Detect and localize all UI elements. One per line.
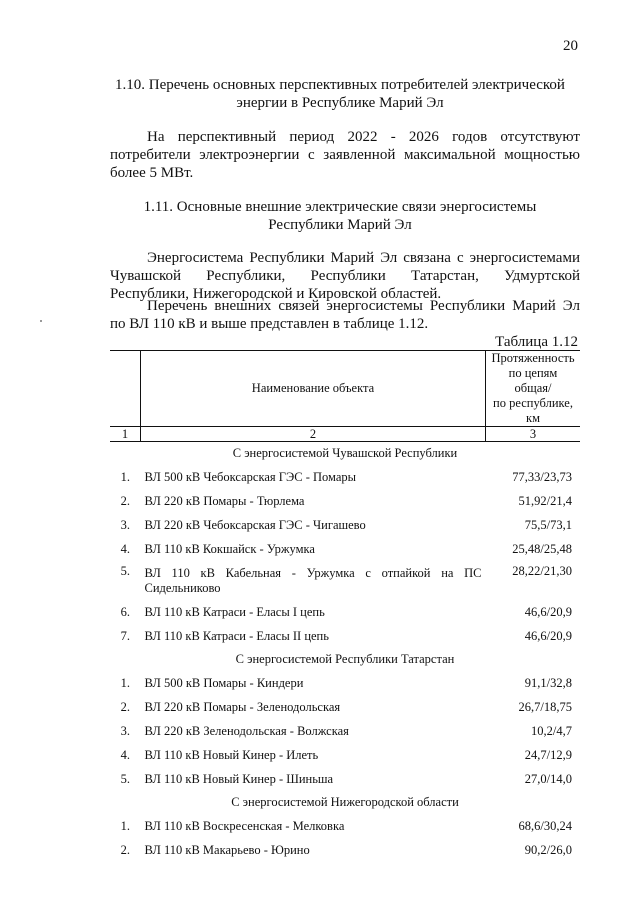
paragraph-line: по ВЛ 110 кВ и выше представлен в таблице 1.12. xyxy=(110,316,429,332)
section-row xyxy=(110,442,580,466)
row-length: 28,22/21,30 xyxy=(512,564,572,578)
row-name: ВЛ 110 кВ Новый Кинер - Илеть xyxy=(144,747,319,762)
row-length: 77,33/23,73 xyxy=(512,469,572,484)
table-row xyxy=(110,465,580,489)
table-row xyxy=(110,537,580,561)
row-name: ВЛ 500 кВ Помары - Киндери xyxy=(144,675,304,690)
row-number: 4. xyxy=(120,747,130,762)
table-row xyxy=(110,695,580,719)
row-length: 25,48/25,48 xyxy=(512,541,572,556)
row-name: ВЛ 110 кВ Катраси - Еласы I цепь xyxy=(144,604,325,619)
table-row xyxy=(110,671,580,695)
row-length: 26,7/18,75 xyxy=(518,699,572,714)
header-cell-length xyxy=(486,351,581,427)
table-row xyxy=(110,814,580,838)
table-row xyxy=(110,743,580,767)
row-length: 68,6/30,24 xyxy=(518,818,572,833)
paragraph-line: Перечень внешних связей энергосистемы Республики Марий Эл xyxy=(147,298,580,314)
row-length: 46,6/20,9 xyxy=(524,628,572,643)
header-cell-number xyxy=(110,351,141,427)
row-number: 2. xyxy=(120,493,130,508)
table-row xyxy=(110,513,580,537)
row-length: 75,5/73,1 xyxy=(524,517,572,532)
paragraph-line: Энергосистема Республики Марий Эл связана с энергосистемами xyxy=(147,250,580,266)
row-name: ВЛ 220 кВ Помары - Зеленодольская xyxy=(144,699,341,714)
table-row xyxy=(110,719,580,743)
header-cell-name: Наименование объекта xyxy=(141,351,486,427)
column-number-row xyxy=(110,427,580,442)
paragraph-line: Чувашской Республики, Республики Татарстан, Удмуртской xyxy=(110,268,580,284)
section-row xyxy=(110,648,580,671)
header-line: по республике, xyxy=(493,396,573,410)
row-name: ВЛ 110 кВ Новый Кинер - Шиньша xyxy=(144,771,334,786)
row-number: 1. xyxy=(120,818,130,833)
row-name: ВЛ 220 кВ Зеленодольская - Волжская xyxy=(144,723,349,738)
section-title: С энергосистемой Чувашской Республики xyxy=(232,446,458,460)
header-line: общая/ xyxy=(514,381,552,395)
table-caption: Таблица 1.12 xyxy=(495,334,578,350)
paragraph-line: более 5 МВт. xyxy=(110,165,194,181)
heading-line: энергии в Республике Марий Эл xyxy=(236,95,444,111)
header-line: по цепям xyxy=(508,366,558,380)
row-number: 5. xyxy=(120,771,130,786)
row-length: 46,6/20,9 xyxy=(524,604,572,619)
row-number: 3. xyxy=(120,517,130,532)
column-number: 3 xyxy=(486,427,581,442)
row-length: 27,0/14,0 xyxy=(524,771,572,786)
table-header-row xyxy=(110,351,580,427)
section-1-11-paragraph-1 xyxy=(110,249,580,303)
row-number: 3. xyxy=(120,723,130,738)
column-number: 2 xyxy=(141,427,486,442)
scan-speck xyxy=(40,320,42,322)
section-row xyxy=(110,791,580,814)
row-length: 91,1/32,8 xyxy=(524,675,572,690)
row-name: ВЛ 110 кВ Макарьево - Юрино xyxy=(144,842,310,857)
paragraph-line: потребители электроэнергии с заявленной максимальной мощностью xyxy=(110,147,580,163)
row-name-line: ВЛ 110 кВ Кабельная - Уржумка с отпайкой на ПС xyxy=(144,565,482,580)
section-1-11-paragraph-2 xyxy=(110,297,580,333)
row-name: ВЛ 110 кВ Воскресенская - Мелковка xyxy=(144,818,345,833)
table-row xyxy=(110,489,580,513)
column-number: 1 xyxy=(110,427,141,442)
row-number: 2. xyxy=(120,842,130,857)
table-row xyxy=(110,624,580,648)
row-number: 2. xyxy=(120,699,130,714)
table-row xyxy=(110,767,580,791)
page-number: 20 xyxy=(563,38,578,54)
row-number: 4. xyxy=(120,541,130,556)
row-number: 5. xyxy=(120,564,130,578)
table-row xyxy=(110,561,580,600)
table-row xyxy=(110,838,580,862)
row-number: 6. xyxy=(120,604,130,619)
row-number: 7. xyxy=(120,628,130,643)
section-1-10-paragraph xyxy=(110,128,580,182)
external-links-table xyxy=(110,350,580,862)
paragraph-line: Республики, Нижегородской и Кировской областей. xyxy=(110,286,442,302)
heading-line: 1.11. Основные внешние электрические связи энергосистемы xyxy=(143,199,537,215)
row-length: 10,2/4,7 xyxy=(531,723,572,738)
section-1-10-heading xyxy=(100,76,580,112)
header-line: Протяженность xyxy=(491,351,575,365)
row-name: ВЛ 220 кВ Чебоксарская ГЭС - Чигашево xyxy=(144,517,366,532)
row-name xyxy=(141,561,486,600)
heading-line: 1.10. Перечень основных перспективных потребителей электрической xyxy=(115,77,565,93)
row-name: ВЛ 500 кВ Чебоксарская ГЭС - Помары xyxy=(144,469,357,484)
row-length: 90,2/26,0 xyxy=(524,842,572,857)
row-name-line: Сидельниково xyxy=(144,580,221,595)
heading-line: Республики Марий Эл xyxy=(268,217,412,233)
row-number: 1. xyxy=(120,675,130,690)
row-number: 1. xyxy=(120,469,130,484)
table-row xyxy=(110,600,580,624)
row-name: ВЛ 220 кВ Помары - Тюрлема xyxy=(144,493,305,508)
row-length: 51,92/21,4 xyxy=(518,493,572,508)
row-name: ВЛ 110 кВ Кокшайск - Уржумка xyxy=(144,541,315,556)
section-title: С энергосистемой Нижегородской области xyxy=(231,795,459,809)
row-length: 24,7/12,9 xyxy=(524,747,572,762)
row-name: ВЛ 110 кВ Катраси - Еласы II цепь xyxy=(144,628,329,643)
header-line: км xyxy=(526,411,540,425)
section-1-11-heading xyxy=(100,198,580,234)
paragraph-line: На перспективный период 2022 - 2026 годов отсутствуют xyxy=(147,129,580,145)
section-title: С энергосистемой Республики Татарстан xyxy=(235,652,455,666)
